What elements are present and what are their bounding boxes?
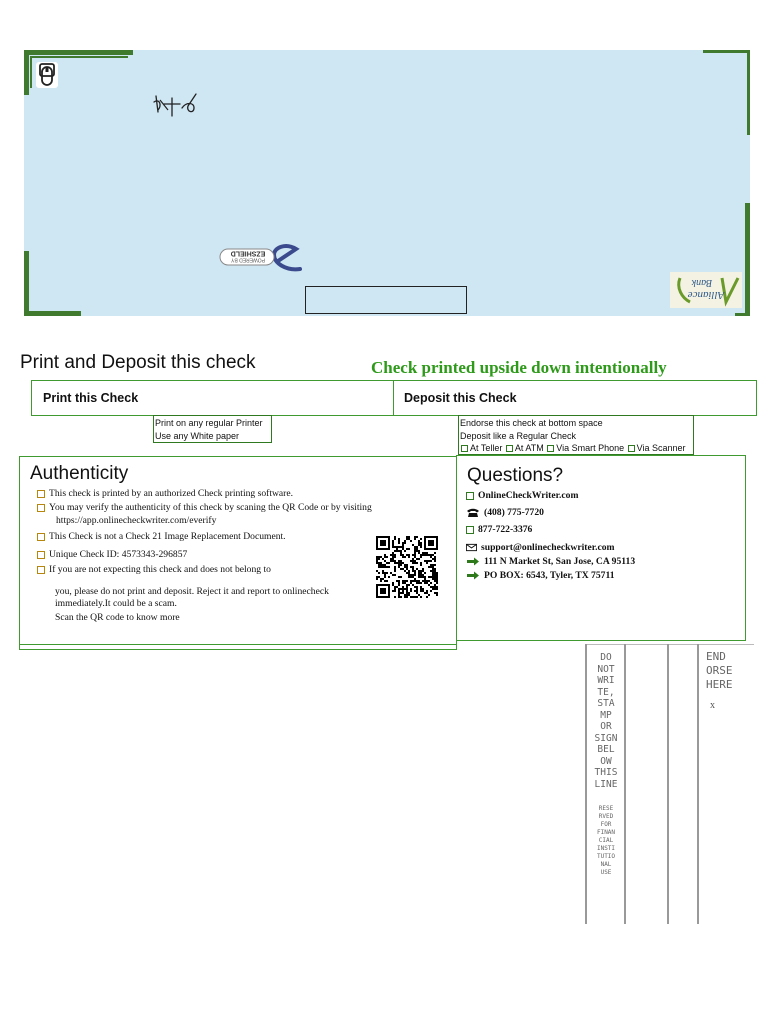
authenticity-text: This Check is not a Check 21 Image Replacement Document.: [49, 531, 286, 542]
authenticity-text: you, please do not print and deposit. Reject it and report to onlinecheck: [55, 586, 329, 597]
phone-number[interactable]: 877-722-3376: [478, 524, 533, 535]
questions-title: Questions?: [467, 465, 564, 486]
envelope-icon: [466, 543, 477, 552]
questions-phone2-row: [466, 524, 532, 535]
deposit-note: Endorse this check at bottom space: [460, 418, 603, 428]
checkbox-icon: [461, 445, 468, 452]
authenticity-line: [37, 502, 372, 513]
address-line: PO BOX: 6543, Tyler, TX 75711: [484, 570, 615, 581]
endorse-here-text: END ORSE HERE: [706, 650, 733, 691]
page-title: Print and Deposit this check: [20, 352, 256, 373]
deposit-option: At ATM: [514, 443, 544, 453]
instruction-bar: [31, 380, 757, 416]
checkbox-icon: [547, 445, 554, 452]
phone-number[interactable]: (408) 775-7720: [484, 507, 544, 518]
do-not-write-text: DO NOT WRI TE, STA MP OR SIGN BEL OW THIS LINE: [594, 652, 618, 790]
bank-logo-name: Alliance: [687, 289, 725, 301]
deposit-note: Deposit like a Regular Check: [460, 430, 577, 441]
questions-email-row: [466, 542, 615, 553]
arrow-right-icon: [466, 557, 480, 566]
checkbox-icon: [37, 566, 45, 574]
corner-ornament-top-right: [703, 50, 750, 135]
arrow-right-icon: [466, 571, 480, 580]
ezshield-name: EZSHIELD: [230, 249, 266, 257]
endorse-vertical-line: [697, 644, 699, 924]
questions-pobox-row: [466, 570, 615, 581]
ezshield-logo: [216, 241, 304, 273]
authenticity-text: immediately.It could be a scam.: [55, 598, 177, 609]
checkbox-icon: [37, 504, 45, 512]
email-link[interactable]: support@onlinecheckwriter.com: [481, 542, 615, 553]
authenticity-text: If you are not expecting this check and does not belong to: [49, 564, 271, 575]
checkbox-icon: [628, 445, 635, 452]
padlock-icon: [36, 62, 58, 88]
upside-down-note: Check printed upside down intentionally: [371, 358, 667, 377]
unique-check-id: Unique Check ID: 4573343-296857: [49, 549, 188, 560]
endorse-top-line: [586, 644, 754, 645]
print-notes-box: [153, 415, 272, 443]
endorse-vertical-line: [624, 644, 626, 924]
authenticity-text: This check is printed by an authorized Check printing software.: [49, 488, 294, 499]
authenticity-text: Scan the QR code to know more: [55, 612, 180, 623]
endorse-vertical-line: [667, 644, 669, 924]
deposit-option: At Teller: [470, 443, 503, 453]
endorse-signature-mark[interactable]: x: [710, 700, 715, 711]
telephone-icon: [466, 508, 480, 517]
questions-website-row: [466, 490, 578, 501]
authenticity-text: You may verify the authenticity of this check by scaning the QR Code or by visiting: [49, 502, 372, 513]
print-note: Print on any regular Printer: [155, 418, 263, 428]
questions-phone-row: [466, 507, 544, 518]
deposit-notes-box: [458, 415, 694, 455]
authenticity-line: [37, 564, 271, 575]
authenticity-line: [37, 549, 187, 560]
corner-ornament-bottom-left: [24, 251, 81, 316]
checkbox-icon: [37, 490, 45, 498]
reserved-text: RESE RVED FOR FINAN CIAL INSTI TUTIO NAL USE: [596, 805, 616, 876]
checkbox-icon: [37, 533, 45, 541]
address-line: 111 N Market St, San Jose, CA 95113: [484, 556, 636, 567]
checkbox-icon: [506, 445, 513, 452]
deposit-option: Via Scanner: [636, 443, 686, 453]
authenticity-line: [37, 531, 286, 542]
check-memo-box: [305, 286, 467, 314]
ezshield-powered-by: POWERED BY: [231, 256, 265, 263]
print-note: Use any White paper: [155, 430, 240, 441]
authenticity-line: [37, 488, 293, 499]
website-link[interactable]: OnlineCheckWriter.com: [478, 490, 579, 501]
checkbox-icon: [37, 551, 45, 559]
verify-url: https://app.onlinecheckwriter.com/everify: [56, 515, 217, 526]
authenticity-title: Authenticity: [30, 463, 129, 484]
print-check-heading: Print this Check: [43, 391, 139, 405]
authenticity-bottom-rule: [19, 644, 457, 645]
endorse-vertical-line: [585, 644, 587, 924]
bank-logo: [670, 272, 742, 308]
checkbox-icon: [466, 492, 474, 500]
check-image: [24, 50, 750, 316]
deposit-check-heading: Deposit this Check: [404, 391, 517, 405]
deposit-option: Via Smart Phone: [556, 443, 625, 453]
deposit-options: [460, 442, 693, 455]
checkbox-icon: [466, 526, 474, 534]
instruction-divider: [393, 380, 394, 416]
qr-code-icon: [376, 536, 438, 598]
questions-address-row: [466, 556, 635, 567]
bank-logo-word: Bank: [691, 277, 713, 288]
signature-image: [150, 88, 214, 122]
